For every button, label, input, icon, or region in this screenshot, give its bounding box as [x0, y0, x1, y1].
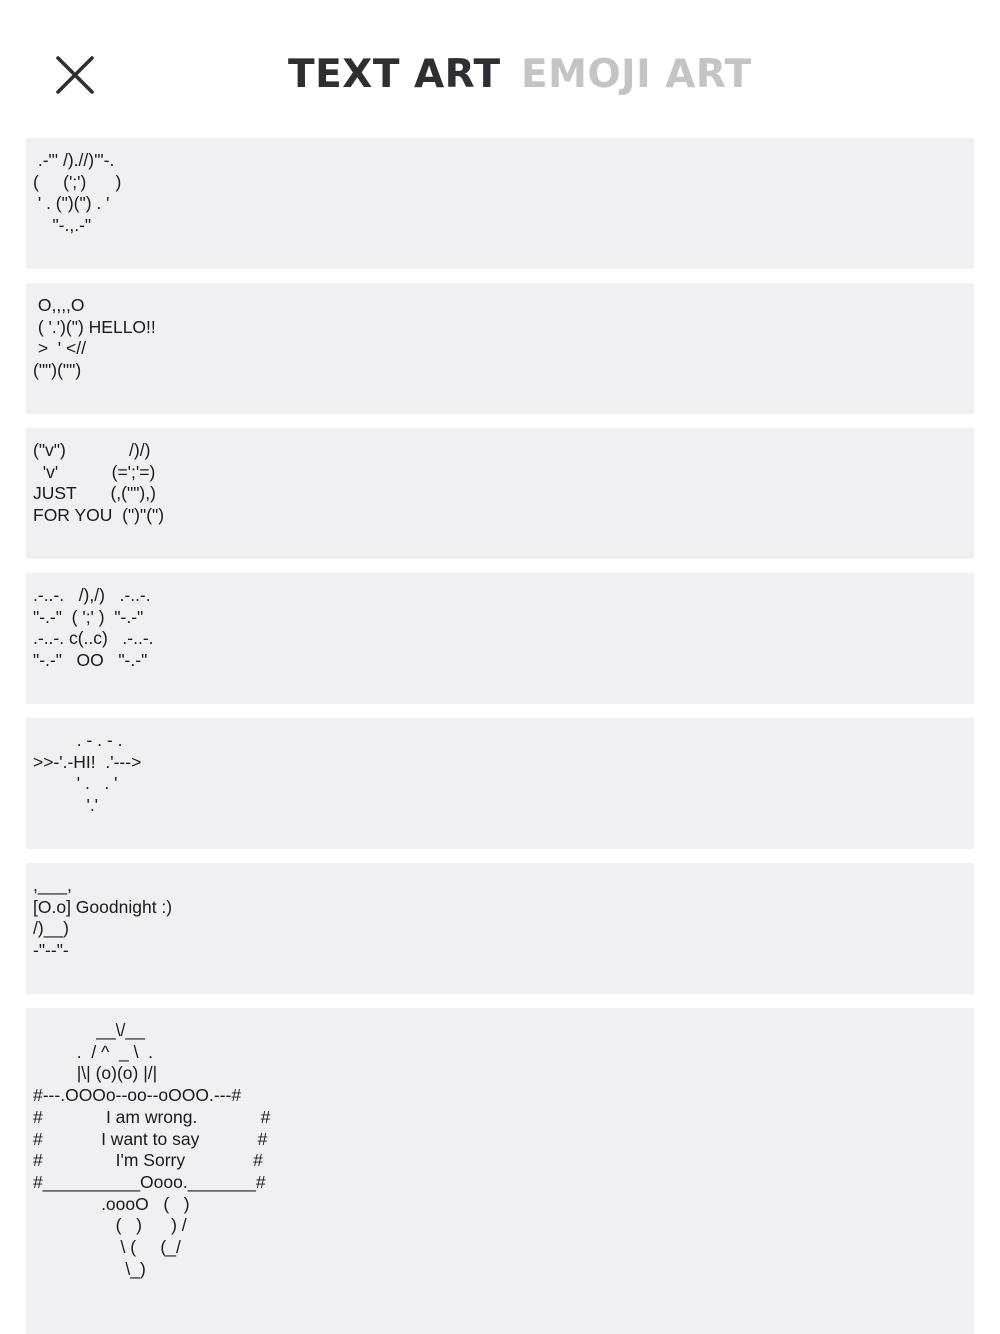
- text-art-card[interactable]: [26, 283, 974, 414]
- text-art-content: . - . - . >>-'.-HI! .'---> ' . . ' '.': [33, 730, 142, 816]
- header-bar: [0, 0, 1000, 138]
- text-art-card[interactable]: [26, 863, 974, 994]
- text-art-content: O,,,,O ( '.')(") HELLO!! > ' <// ("")(""): [33, 295, 156, 381]
- text-art-card[interactable]: [26, 573, 974, 704]
- text-art-card[interactable]: [26, 138, 974, 269]
- text-art-card[interactable]: [26, 428, 974, 559]
- tab-bar: [0, 50, 1000, 100]
- text-art-card[interactable]: [26, 718, 974, 849]
- text-art-card[interactable]: [26, 1008, 974, 1334]
- tab-text-art[interactable]: TEXT ART: [288, 52, 501, 97]
- text-art-content: ,___, [O.o] Goodnight :) /)__) -"--"-: [33, 875, 173, 961]
- text-art-content: __\/__ . / ^ _ \ . |\| (o)(o) |/| #---.OOOo--oo--oOOO.---# # I am wrong. # # I want to say # # I'm Sorry # #__________Oooo._______# .oooO ( ) ( ) ) / \ ( (_/ \_): [33, 1020, 271, 1279]
- tab-emoji-art[interactable]: EMOJI ART: [521, 52, 752, 97]
- text-art-content: .-..-. /),/) .-..-. "-.-" ( ';' ) "-.-" .-..-. c(..c) .-..-. "-.-" OO "-.-": [33, 585, 154, 671]
- text-art-content: .-"' /).//)'"-. ( (';') ) ' . (")(") . ' "-.,.-": [33, 150, 122, 236]
- text-art-content: ("v") /)/) 'v' (=';'=) JUST (,(""),) FOR YOU (")"("): [33, 440, 165, 526]
